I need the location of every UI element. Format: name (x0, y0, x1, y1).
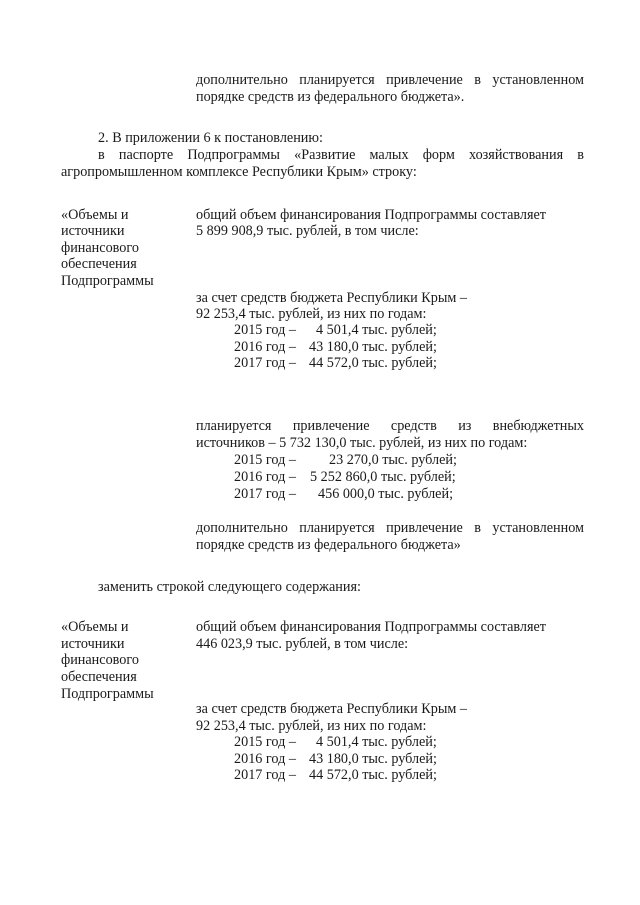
year-label: 2015 год – (234, 322, 296, 338)
old-extra-line-2: источников – 5 732 130,0 тыс. рублей, из них по годам: (196, 435, 528, 451)
old-budget-line-1: за счет средств бюджета Республики Крым – (196, 290, 467, 306)
continuation-line-2: порядке средств из федерального бюджета». (196, 89, 465, 105)
continuation-line-1: дополнительно планируется привлечение в установленном (196, 72, 584, 88)
new-budget-line-2: 92 253,4 тыс. рублей, из них по годам: (196, 718, 427, 734)
old-label-line: «Объемы и (61, 207, 129, 223)
old-federal-line-2: порядке средств из федерального бюджета» (196, 537, 461, 553)
year-amount: 43 180,0 тыс. рублей; (309, 339, 437, 355)
new-label-line: обеспечения (61, 669, 137, 685)
old-total-line-1: общий объем финансирования Подпрограммы составляет (196, 207, 546, 223)
replace-instruction: заменить строкой следующего содержания: (98, 579, 361, 595)
old-total-line-2: 5 899 908,9 тыс. рублей, в том числе: (196, 223, 419, 239)
year-label: 2015 год – (234, 734, 296, 750)
new-label-line: Подпрограммы (61, 686, 154, 702)
point-2-heading: 2. В приложении 6 к постановлению: (98, 130, 323, 146)
year-label: 2017 год – (234, 767, 296, 783)
year-label: 2015 год – (234, 452, 296, 468)
year-amount: 5 252 860,0 тыс. рублей; (310, 469, 456, 485)
year-amount: 43 180,0 тыс. рублей; (309, 751, 437, 767)
year-label: 2016 год – (234, 469, 296, 485)
year-label: 2017 год – (234, 486, 296, 502)
year-amount: 4 501,4 тыс. рублей; (316, 734, 437, 750)
year-amount: 44 572,0 тыс. рублей; (309, 355, 437, 371)
old-label-line: источники (61, 223, 125, 239)
year-amount: 456 000,0 тыс. рублей; (318, 486, 454, 502)
new-total-line-1: общий объем финансирования Подпрограммы составляет (196, 619, 546, 635)
year-amount: 4 501,4 тыс. рублей; (316, 322, 437, 338)
new-label-line: источники (61, 636, 125, 652)
old-label-line: финансового (61, 240, 139, 256)
new-label-line: «Объемы и (61, 619, 129, 635)
year-label: 2016 год – (234, 751, 296, 767)
point-2-intro-line-1: в паспорте Подпрограммы «Развитие малых форм хозяйствования в (98, 147, 584, 163)
year-label: 2016 год – (234, 339, 296, 355)
old-extra-line-1: планируется привлечение средств из внебюджетных (196, 418, 584, 434)
old-budget-line-2: 92 253,4 тыс. рублей, из них по годам: (196, 306, 427, 322)
year-amount: 44 572,0 тыс. рублей; (309, 767, 437, 783)
year-label: 2017 год – (234, 355, 296, 371)
point-2-intro-line-2: агропромышленном комплексе Республики Крым» строку: (61, 164, 417, 180)
new-budget-line-1: за счет средств бюджета Республики Крым – (196, 701, 467, 717)
new-label-line: финансового (61, 652, 139, 668)
year-amount: 23 270,0 тыс. рублей; (329, 452, 457, 468)
old-label-line: Подпрограммы (61, 273, 154, 289)
old-federal-line-1: дополнительно планируется привлечение в установленном (196, 520, 584, 536)
new-total-line-2: 446 023,9 тыс. рублей, в том числе: (196, 636, 409, 652)
old-label-line: обеспечения (61, 256, 137, 272)
